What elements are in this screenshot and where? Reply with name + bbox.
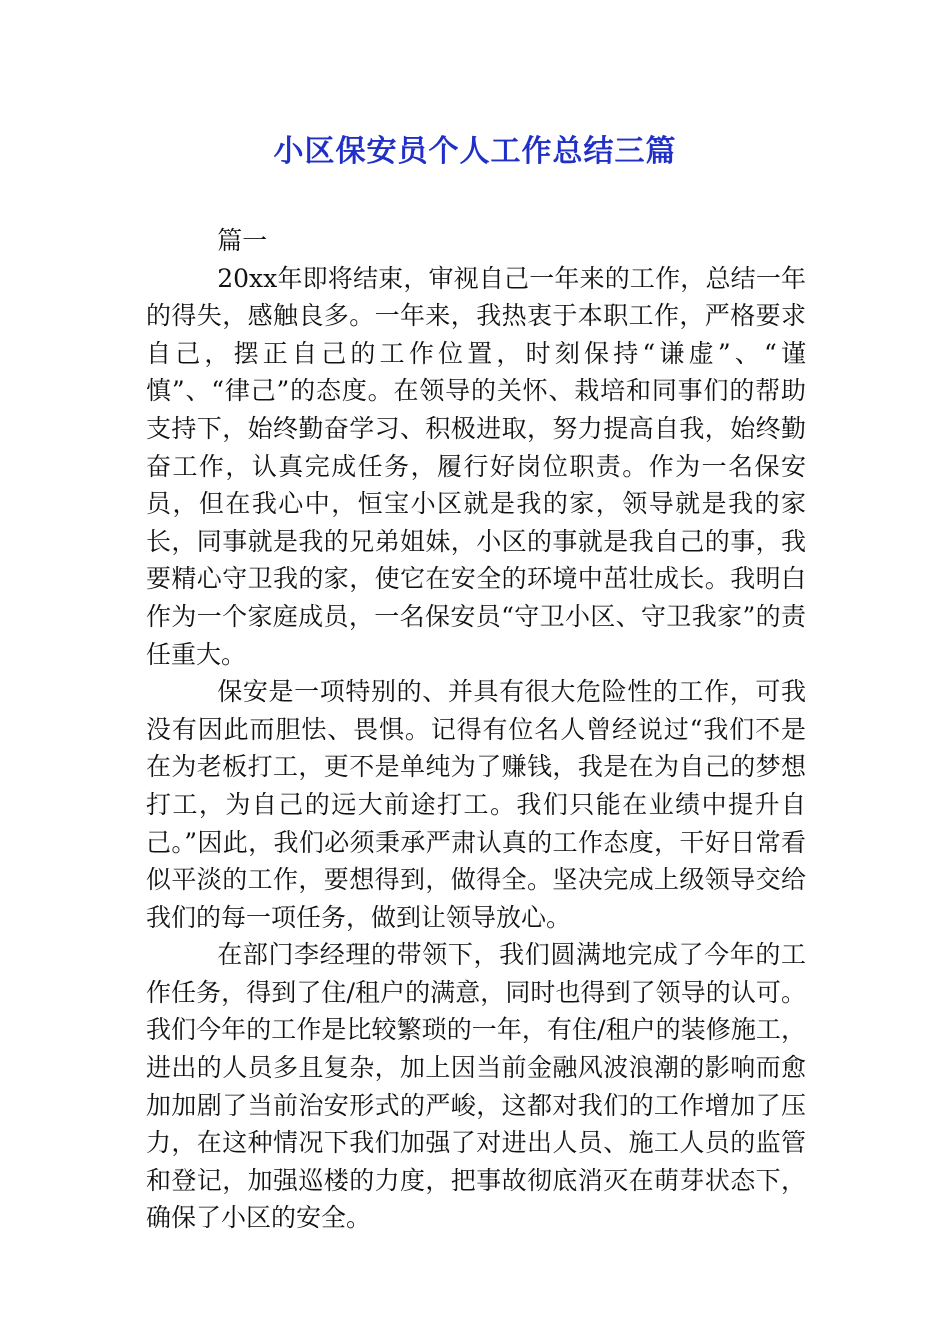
document-body (146, 222, 806, 1237)
paragraph-2: 保安是一项特别的、并具有很大危险性的工作，可我没有因此而胆怯、畏惧。记得有位名人曾经说过“我们不是在为老板打工，更不是单纯为了赚钱，我是在为自己的梦想打工，为自己的远大前途打工。我们只能在业绩中提升自己。”因此，我们必须秉承严肃认真的工作态度，干好日常看似平淡的工作，要想得到，做得全。坚决完成上级领导交给我们的每一项任务，做到让领导放心。 (146, 677, 806, 932)
document-title: 小区保安员个人工作总结三篇 (273, 134, 677, 169)
paragraph-1: 20xx年即将结束，审视自己一年来的工作，总结一年的得失，感触良多。一年来，我热衷于本职工作，严格要求自己，摆正自己的工作位置，时刻保持“谦虚”、“谨慎”、“律己”的态度。在领导的关怀、栽培和同事们的帮助支持下，始终勤奋学习、积极进取，努力提高自我，始终勤奋工作，认真完成任务，履行好岗位职责。作为一名保安员，但在我心中，恒宝小区就是我的家，领导就是我的家长，同事就是我的兄弟姐妹，小区的事就是我自己的事，我要精心守卫我的家，使它在安全的环境中茁壮成长。我明白作为一个家庭成员，一名保安员“守卫小区、守卫我家”的责任重大。 (146, 263, 806, 669)
paragraph-3: 在部门李经理的带领下，我们圆满地完成了今年的工作任务，得到了住/租户的满意，同时也得到了领导的认可。我们今年的工作是比较繁琐的一年，有住/租户的装修施工，进出的人员多且复杂，加上因当前金融风波浪潮的影响而愈加加剧了当前治安形式的严峻，这都对我们的工作增加了压力，在这种情况下我们加强了对进出人员、施工人员的监管和登记，加强巡楼的力度，把事故彻底消灭在萌芽状态下，确保了小区的安全。 (146, 940, 806, 1233)
section-heading: 篇一 (217, 226, 268, 255)
